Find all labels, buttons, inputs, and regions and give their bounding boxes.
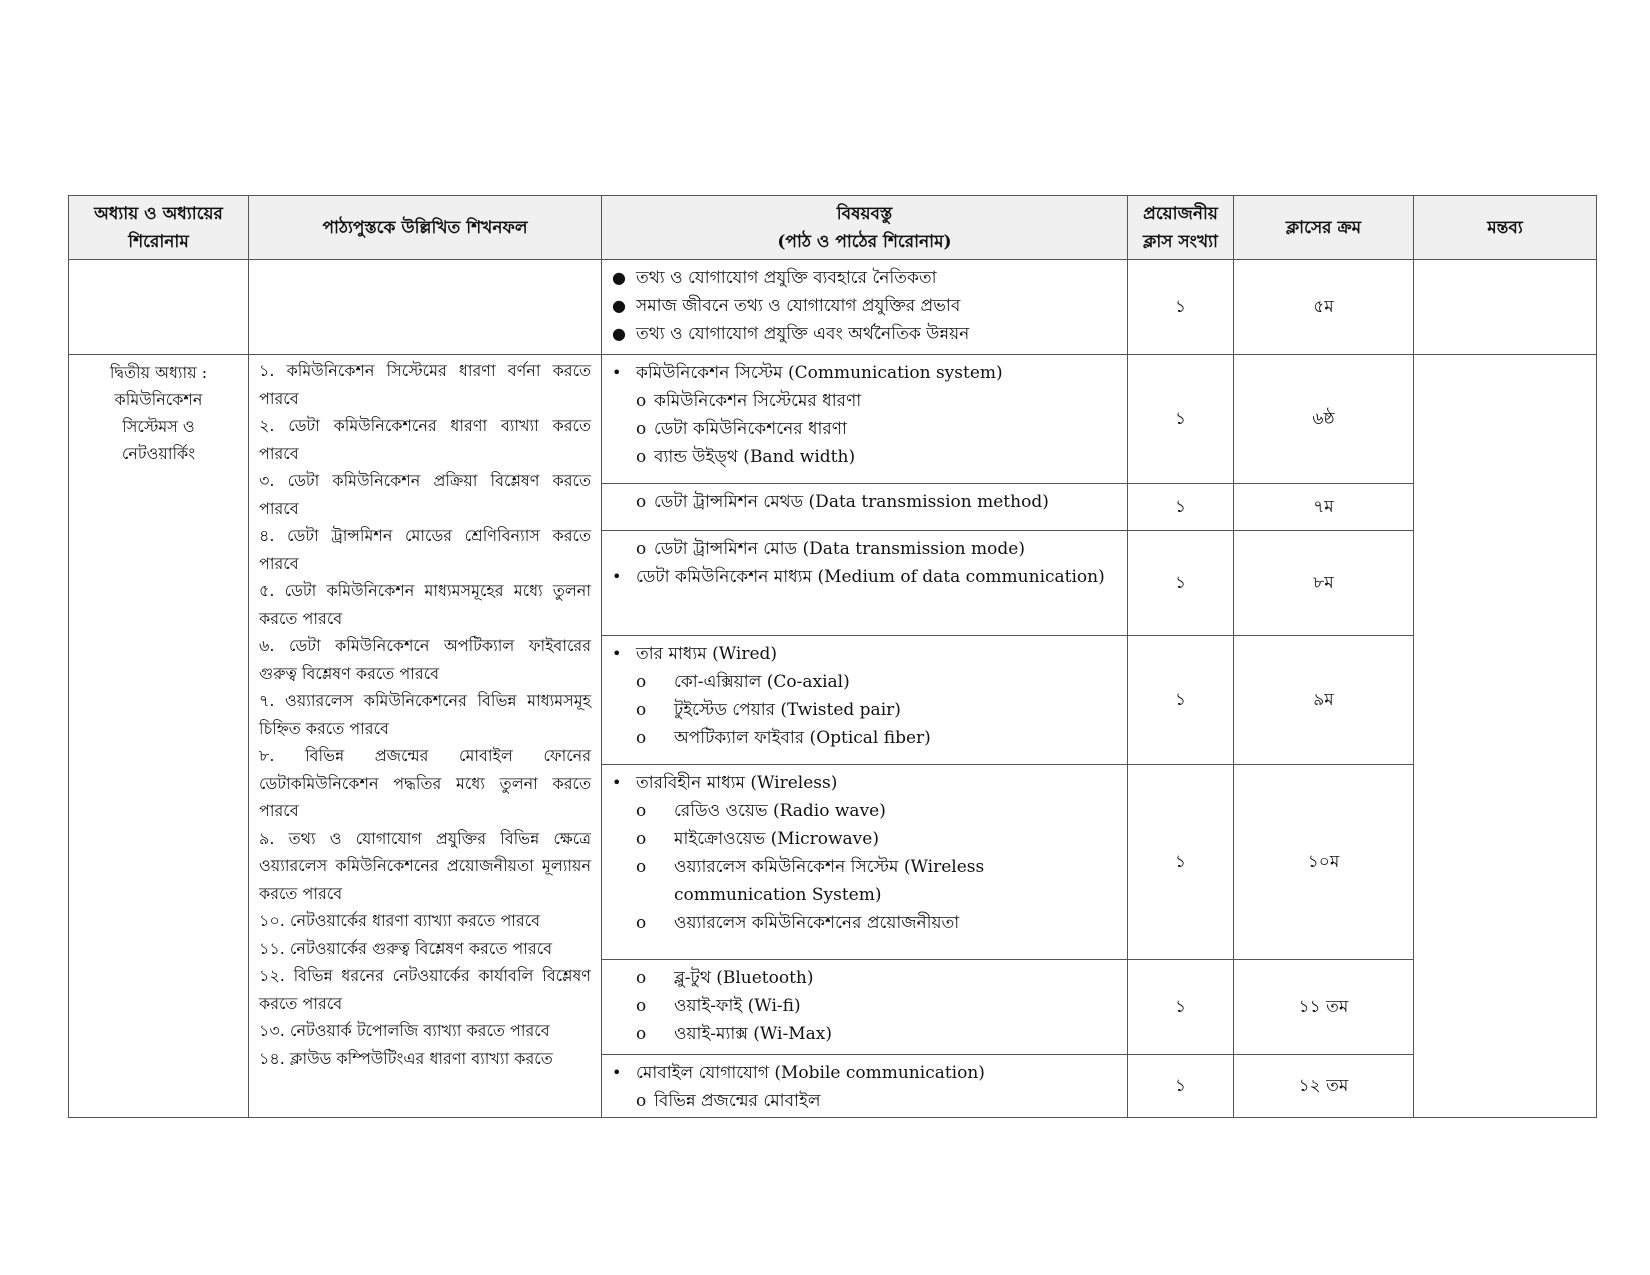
content-cell	[602, 355, 1128, 484]
learning-outcomes-cell	[249, 355, 602, 1118]
bullet-icon: ●	[612, 324, 626, 343]
circle-bullet-icon: o	[636, 391, 647, 411]
content-subitem	[612, 797, 1117, 825]
learning-outcome: ১০. নেটওয়ার্কের ধারণা ব্যাখ্যা করতে পারবে	[259, 911, 541, 930]
content-subitem	[612, 1087, 1117, 1115]
circle-bullet-icon: o	[636, 857, 647, 877]
content-item-text: ডেটা কমিউনিকেশন মাধ্যম (Medium of data communication)	[636, 567, 1105, 587]
class-order: ১২ তম	[1234, 1055, 1414, 1118]
content-subitem	[612, 724, 1117, 752]
content-subitem	[612, 825, 1117, 853]
learning-outcome: ৪. ডেটা ট্রান্সমিশন মোডের শ্রেণিবিন্যাস করতে পারবে	[259, 526, 591, 573]
circle-bullet-icon: o	[636, 801, 647, 821]
content-item	[612, 359, 1117, 387]
class-count: ১	[1128, 636, 1234, 765]
circle-bullet-icon: o	[636, 492, 647, 512]
header-classes	[1128, 196, 1234, 260]
content-item-text: ওয়্যারলেস কমিউনিকেশনের প্রয়োজনীয়তা	[674, 913, 960, 933]
circle-bullet-icon: o	[636, 539, 647, 559]
class-order: ৬ষ্ঠ	[1234, 355, 1414, 484]
header-remarks: মন্তব্য	[1414, 196, 1597, 260]
chapter-title-line: নেটওয়ার্কিং	[121, 444, 196, 463]
content-item-text: তার মাধ্যম (Wired)	[636, 644, 778, 664]
class-count: ১	[1128, 960, 1234, 1055]
class-order: ৮ম	[1234, 531, 1414, 636]
circle-bullet-icon: o	[636, 419, 647, 439]
content-item-text: টুইস্টেড পেয়ার (Twisted pair)	[674, 700, 901, 720]
content-item	[612, 769, 1117, 797]
learning-outcome: ১৩. নেটওয়ার্ক টপোলজি ব্যাখ্যা করতে পারবে	[259, 1021, 550, 1040]
learning-outcome: ৯. তথ্য ও যোগাযোগ প্রযুক্তির বিভিন্ন ক্ষেত্রে ওয়্যারলেস কমিউনিকেশনের প্রয়োজনীয়তা মূল্যায়ন করতে পারবে	[259, 828, 591, 903]
circle-bullet-icon: o	[636, 700, 647, 720]
bullet-icon: ●	[612, 296, 626, 315]
circle-bullet-icon: o	[636, 829, 647, 849]
bullet-icon: •	[612, 773, 622, 792]
learning-outcome: ৮. বিভিন্ন প্রজন্মের মোবাইল ফোনের ডেটাকমিউনিকেশন পদ্ধতির মধ্যে তুলনা করতে পারবে	[259, 746, 591, 820]
learning-outcome: ৭. ওয়্যারলেস কমিউনিকেশনের বিভিন্ন মাধ্যমসমূহ চিহ্নিত করতে পারবে	[259, 691, 591, 738]
content-item-text: ডেটা কমিউনিকেশনের ধারণা	[654, 419, 847, 439]
class-order: ১০ম	[1234, 765, 1414, 960]
learning-outcome: ১২. বিভিন্ন ধরনের নেটওয়ার্কের কার্যাবলি বিশ্লেষণ করতে পারবে	[259, 966, 591, 1013]
content-item	[612, 563, 1117, 591]
content-item-text: অপটিক্যাল ফাইবার (Optical fiber)	[674, 728, 931, 748]
header-row	[69, 196, 1597, 260]
content-subitem	[612, 696, 1117, 724]
bullet-icon: •	[612, 1063, 622, 1082]
content-subitem	[612, 668, 1117, 696]
chapter-cell-empty	[69, 260, 249, 355]
content-item-text: মোবাইল যোগাযোগ (Mobile communication)	[636, 1063, 985, 1083]
content-item	[612, 264, 1117, 292]
content-subitem	[612, 535, 1117, 563]
content-item-text: ওয়াই-ফাই (Wi-fi)	[674, 996, 801, 1016]
learning-outcome: ২. ডেটা কমিউনিকেশনের ধারণা ব্যাখ্যা করতে পারবে	[259, 416, 591, 463]
content-subitem	[612, 387, 1117, 415]
content-subitem	[612, 1020, 1117, 1048]
content-subitem	[612, 443, 1117, 471]
class-count: ১	[1128, 484, 1234, 531]
header-content	[602, 196, 1128, 260]
class-count: ১	[1128, 531, 1234, 636]
content-subitem	[612, 488, 1117, 516]
content-cell	[602, 1055, 1128, 1118]
header-outcomes: পাঠ্যপুস্তকে উল্লিখিত শিখনফল	[249, 196, 602, 260]
content-item-text: রেডিও ওয়েভ (Radio wave)	[674, 801, 886, 821]
content-item	[612, 292, 1117, 320]
content-item-text: কমিউনিকেশন সিস্টেম (Communication system)	[636, 363, 1003, 383]
class-count: ১	[1128, 1055, 1234, 1118]
learning-outcome: ৫. ডেটা কমিউনিকেশন মাধ্যমসমূহের মধ্যে তুলনা করতে পারবে	[259, 581, 591, 628]
bullet-icon: •	[612, 644, 622, 663]
learning-outcome: ১. কমিউনিকেশন সিস্টেমের ধারণা বর্ণনা করতে পারবে	[259, 361, 591, 408]
content-item-text: ওয়্যারলেস কমিউনিকেশন সিস্টেম (Wireless communication System)	[674, 857, 985, 905]
chapter-title-line: দ্বিতীয় অধ্যায় :	[109, 363, 208, 382]
remarks-cell	[1414, 355, 1597, 1118]
content-item-text: কমিউনিকেশন সিস্টেমের ধারণা	[654, 391, 862, 411]
content-item-text: তথ্য ও যোগাযোগ প্রযুক্তি এবং অর্থনৈতিক উন্নয়ন	[636, 324, 970, 344]
content-subitem	[612, 964, 1117, 992]
circle-bullet-icon: o	[636, 1024, 647, 1044]
header-classes-line2: ক্লাস সংখ্যা	[1143, 231, 1218, 252]
bullet-icon: •	[612, 567, 622, 586]
circle-bullet-icon: o	[636, 728, 647, 748]
content-item-text: ডেটা ট্রান্সমিশন মেথড (Data transmission method)	[654, 492, 1049, 512]
circle-bullet-icon: o	[636, 996, 647, 1016]
header-order: ক্লাসের ক্রম	[1234, 196, 1414, 260]
learning-outcome: ৩. ডেটা কমিউনিকেশন প্রক্রিয়া বিশ্লেষণ করতে পারবে	[259, 471, 591, 518]
content-subitem	[612, 909, 1117, 937]
content-item-text: ব্যান্ড উইড্থ (Band width)	[654, 447, 856, 467]
chapter-title-line: কমিউনিকেশন	[114, 390, 203, 409]
learning-outcome: ১৪. ক্লাউড কম্পিউটিংএর ধারণা ব্যাখ্যা করতে	[259, 1048, 553, 1068]
table-row	[69, 260, 1597, 355]
class-count: ১	[1128, 765, 1234, 960]
content-subitem	[612, 853, 1117, 909]
class-order: ১১ তম	[1234, 960, 1414, 1055]
class-order: ৫ম	[1234, 260, 1414, 355]
content-cell	[602, 484, 1128, 531]
content-subitem	[612, 415, 1117, 443]
content-cell	[602, 260, 1128, 355]
circle-bullet-icon: o	[636, 672, 647, 692]
remarks-cell	[1414, 260, 1597, 355]
chapter-title-line: সিস্টেমস ও	[122, 417, 195, 436]
table-row	[69, 355, 1597, 484]
learning-outcome: ৬. ডেটা কমিউনিকেশনে অপটিক্যাল ফাইবারের গুরুত্ব বিশ্লেষণ করতে পারবে	[259, 636, 591, 683]
header-content-line2: (পাঠ ও পাঠের শিরোনাম)	[777, 231, 952, 252]
content-cell	[602, 531, 1128, 636]
header-chapter-line1: অধ্যায় ও অধ্যায়ের	[94, 203, 223, 224]
content-cell	[602, 636, 1128, 765]
class-count: ১	[1128, 355, 1234, 484]
bullet-icon: ●	[612, 268, 626, 287]
class-order: ৯ম	[1234, 636, 1414, 765]
chapter-title-cell	[69, 355, 249, 1118]
content-item-text: তারবিহীন মাধ্যম (Wireless)	[636, 773, 838, 793]
circle-bullet-icon: o	[636, 447, 647, 467]
header-content-line1: বিষয়বস্তু	[836, 203, 893, 224]
content-item-text: তথ্য ও যোগাযোগ প্রযুক্তি ব্যবহারে নৈতিকতা	[636, 268, 937, 288]
content-cell	[602, 960, 1128, 1055]
content-item-text: বিভিন্ন প্রজন্মের মোবাইল	[654, 1091, 821, 1111]
content-item-text: কো-এক্সিয়াল (Co-axial)	[674, 672, 850, 692]
content-item-text: সমাজ জীবনে তথ্য ও যোগাযোগ প্রযুক্তির প্রভাব	[636, 296, 961, 316]
content-subitem	[612, 992, 1117, 1020]
content-item	[612, 1059, 1117, 1087]
circle-bullet-icon: o	[636, 913, 647, 933]
header-classes-line1: প্রয়োজনীয়	[1143, 203, 1218, 224]
outcomes-cell-empty	[249, 260, 602, 355]
learning-outcome: ১১. নেটওয়ার্কের গুরুত্ব বিশ্লেষণ করতে পারবে	[259, 938, 553, 958]
syllabus-table	[68, 195, 1597, 1118]
class-count: ১	[1128, 260, 1234, 355]
content-item-text: ডেটা ট্রান্সমিশন মোড (Data transmission mode)	[654, 539, 1025, 559]
content-item	[612, 320, 1117, 348]
header-chapter-line2: শিরোনাম	[128, 231, 189, 252]
content-item	[612, 640, 1117, 668]
header-chapter	[69, 196, 249, 260]
content-cell	[602, 765, 1128, 960]
circle-bullet-icon: o	[636, 1091, 647, 1111]
bullet-icon: •	[612, 363, 622, 382]
class-order: ৭ম	[1234, 484, 1414, 531]
content-item-text: মাইক্রোওয়েভ (Microwave)	[674, 829, 879, 849]
circle-bullet-icon: o	[636, 968, 647, 988]
content-item-text: ওয়াই-ম্যাক্স (Wi-Max)	[674, 1024, 832, 1044]
content-item-text: ব্লু-টুথ (Bluetooth)	[674, 968, 814, 988]
